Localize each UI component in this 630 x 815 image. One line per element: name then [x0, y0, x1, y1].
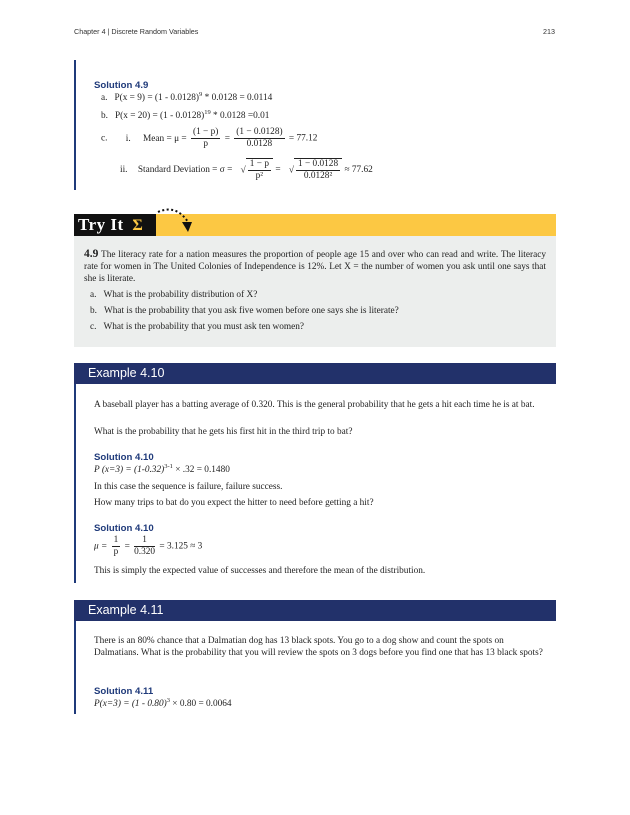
solution-text: In this case the sequence is failure, failure success.	[94, 482, 283, 492]
page-number: 213	[543, 27, 555, 36]
solution-text: This is simply the expected value of successes and therefore the mean of the distribution.	[94, 566, 426, 576]
example-paragraph: There is an 80% chance that a Dalmatian dog has 13 black spots. You go to a dog show and count the spots on Dalmatians. What is the probability that you will review the spots on 3 dogs before you find one that has 13 black spots?	[94, 636, 543, 658]
try-it-item-a: a. What is the probability distribution of X?	[90, 290, 258, 300]
chapter-header: Chapter 4 | Discrete Random Variables	[74, 27, 199, 36]
example-question: What is the probability that he gets his first hit in the third trip to bat?	[94, 427, 353, 437]
solution-heading: Solution 4.10	[94, 452, 154, 463]
solution-heading: Solution 4.11	[94, 686, 154, 697]
try-it-item-c: c. What is the probability that you must ask ten women?	[90, 322, 305, 332]
solution-question: How many trips to bat do you expect the hitter to need before getting a hit?	[94, 498, 374, 508]
try-it-item-b: b. What is the probability that you ask five women before one says she is literate?	[90, 306, 399, 316]
solution-item-a: a. P(x = 9) = (1 - 0.0128)$^9$ * 0.0128 = 0.0114	[101, 90, 273, 103]
example-side-bar	[74, 384, 76, 583]
solution-heading: Solution 4.9	[94, 80, 149, 91]
example-side-bar	[74, 621, 76, 714]
sigma-icon: Σ	[132, 217, 144, 234]
solution-item-c-sd: ii. Standard Deviation = σ = √ $\frac{1 - p}{\text{p²}}$ = √ $\frac{1 - 0.0128}{\text{0.0128²}}$ ≈ 77.62	[120, 159, 373, 181]
solution-equation: P(x=3) = (1 - 0.80)$^3$ × 0.80 = 0.0064	[94, 696, 232, 709]
try-it-label: Try It Σ	[74, 214, 156, 236]
solution-item-b: b. P(x = 20) = (1 - 0.0128)$^{19}$ * 0.0128 =0.01	[101, 108, 270, 121]
example-4-11-title: Example 4.11	[74, 600, 556, 621]
example-paragraph: A baseball player has a batting average of 0.320. This is the general probability that he gets a hit each time he is at bat.	[94, 400, 535, 410]
dotted-arrow-icon	[156, 206, 196, 234]
solution-equation: P $(x=3) = (1-0.32)^{3-1} \times .32 = 0.1480$	[94, 462, 230, 475]
solution-mean-equation: μ = $\frac{1}{p}$ = $\frac{1}{0.320}$ = 3.125 ≈ 3	[94, 535, 203, 557]
solution-heading: Solution 4.10	[94, 523, 154, 534]
solution-side-bar	[74, 60, 76, 190]
try-it-intro: 4.9 The literacy rate for a nation measures the proportion of people age 15 and over who can read and write. The literacy rate for women in The United Colonies of Independence is 12%. Let X = the number of women you ask until one says that she is literate.	[84, 248, 547, 284]
solution-item-c-mean: c. i. Mean = μ = $\frac{(1 - p)}{p}$ = $\frac{(1 - 0.0128)}{0.0128}$ = 77.12	[101, 127, 318, 149]
example-4-10-title: Example 4.10	[74, 363, 556, 384]
